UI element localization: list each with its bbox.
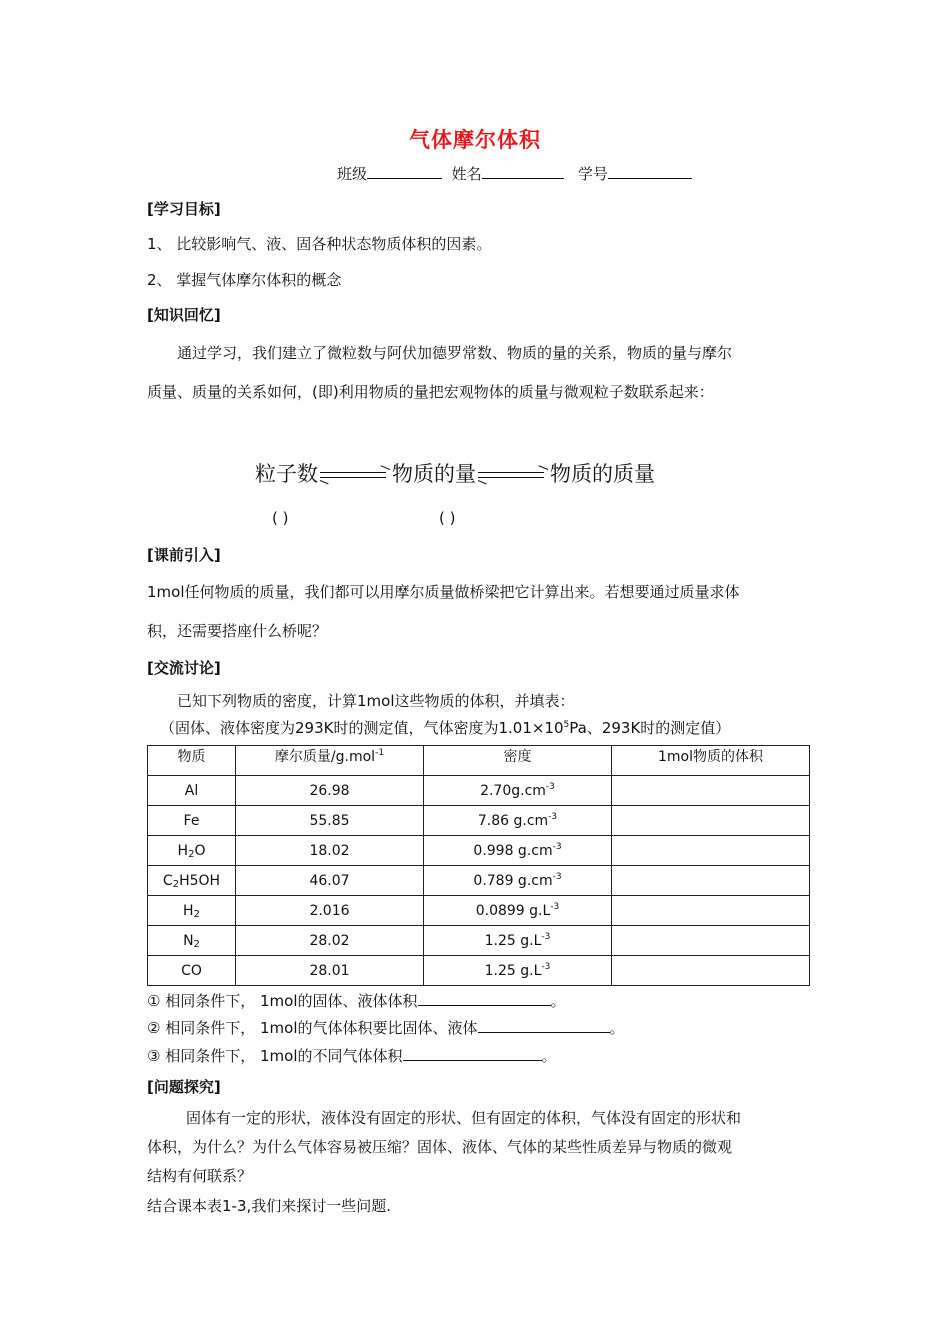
volume-answer-cell[interactable] (612, 836, 810, 866)
inquiry-line-1: 固体有一定的形状，液体没有固定的形状、但有固定的体积，气体没有固定的形状和 (186, 1109, 742, 1127)
molar-mass-cell: 46.07 (236, 866, 424, 896)
conclusion-1-blank[interactable] (418, 991, 551, 1006)
table-row (148, 956, 810, 986)
substance-cell: $N_2$ (148, 926, 236, 956)
substance-cell: CO (148, 956, 236, 986)
conclusion-3: ③ 相同条件下， 1mol的不同气体体积 。 (147, 1047, 557, 1065)
discussion-line-1: 已知下列物质的密度，计算1mol这些物质的体积，并填表： (177, 692, 575, 710)
molar-mass-cell: 28.02 (236, 926, 424, 956)
name-blank[interactable] (482, 164, 564, 179)
inquiry-line-2: 体积，为什么？为什么气体容易被压缩？固体、液体、气体的某些性质差异与物质的微观 (147, 1138, 733, 1156)
diagram-paren-1[interactable]: ( ) (272, 509, 289, 527)
conclusion-2-blank[interactable] (478, 1018, 610, 1033)
header-volume: 1mol物质的体积 (612, 746, 810, 776)
conversion-diagram (255, 458, 655, 488)
review-line-1: 通过学习，我们建立了微粒数与阿伏加德罗常数、物质的量的关系，物质的量与摩尔 (177, 344, 733, 362)
volume-answer-cell[interactable] (612, 806, 810, 836)
diagram-paren-2[interactable]: ( ) (439, 509, 456, 527)
node-particles: 粒子数 (255, 462, 318, 486)
goal-item-2: 2、 掌握气体摩尔体积的概念 (147, 271, 342, 289)
table-row (148, 776, 810, 806)
density-cell: 1.25 $g.L^{-3}$ (424, 956, 612, 986)
intro-line-1: 1mol任何物质的质量，我们都可以用摩尔质量做桥梁把它计算出来。若想要通过质量求体 (147, 583, 740, 601)
molar-mass-cell: 28.01 (236, 956, 424, 986)
conclusion-3-blank[interactable] (403, 1046, 542, 1061)
substance-cell: $C_2H5OH$ (148, 866, 236, 896)
review-heading: [知识回忆] (147, 306, 221, 324)
discussion-line-2: （固体、液体密度为293K时的测定值，气体密度为$1.01\times 10^5Pa$、293K时的测定值） (160, 719, 731, 737)
class-blank[interactable] (367, 164, 442, 179)
discussion-heading: [交流讨论] (147, 659, 221, 677)
class-label: 班级 (337, 165, 368, 183)
double-arrow-icon (320, 469, 390, 481)
conclusion-2: ② 相同条件下， 1mol的气体体积要比固体、液体 。 (147, 1019, 625, 1037)
header-density: 密度 (424, 746, 612, 776)
table-header-row (148, 746, 810, 776)
inquiry-heading: [问题探究] (147, 1078, 221, 1096)
substance-cell: Fe (148, 806, 236, 836)
volume-answer-cell[interactable] (612, 866, 810, 896)
intro-heading: [课前引入] (147, 546, 221, 564)
molar-mass-cell: 2.016 (236, 896, 424, 926)
volume-answer-cell[interactable] (612, 896, 810, 926)
molar-mass-cell: 55.85 (236, 806, 424, 836)
table-row (148, 836, 810, 866)
header-substance: 物质 (148, 746, 236, 776)
molar-mass-cell: 26.98 (236, 776, 424, 806)
molar-mass-cell: 18.02 (236, 836, 424, 866)
goals-heading: [学习目标] (147, 200, 221, 218)
table-row (148, 896, 810, 926)
student-fields (337, 163, 692, 184)
table-row (148, 806, 810, 836)
density-table (147, 745, 810, 986)
substance-cell: $H_2O$ (148, 836, 236, 866)
density-cell: 7.86 $g.cm^{-3}$ (424, 806, 612, 836)
number-label: 学号 (577, 165, 608, 183)
substance-cell: $H_2$ (148, 896, 236, 926)
goal-item-1: 1、 比较影响气、液、固各种状态物质体积的因素。 (147, 235, 492, 253)
node-amount: 物质的量 (392, 462, 476, 486)
intro-line-2: 积，还需要搭座什么桥呢？ (147, 622, 328, 640)
table-row (148, 926, 810, 956)
density-cell: $2.70g.cm^{-3}$ (424, 776, 612, 806)
node-mass: 物质的质量 (550, 462, 655, 486)
number-blank[interactable] (608, 164, 692, 179)
substance-cell: Al (148, 776, 236, 806)
volume-answer-cell[interactable] (612, 956, 810, 986)
density-cell: 0.998 $g.cm^{-3}$ (424, 836, 612, 866)
density-cell: 1.25 $g.L^{-3}$ (424, 926, 612, 956)
density-cell: 0.0899 $g.L^{-3}$ (424, 896, 612, 926)
review-line-2: 质量、质量的关系如何，(即)利用物质的量把宏观物体的质量与微观粒子数联系起来： (147, 383, 714, 401)
volume-answer-cell[interactable] (612, 776, 810, 806)
conclusion-1: ① 相同条件下， 1mol的固体、液体体积 。 (147, 992, 566, 1010)
table-row (148, 866, 810, 896)
name-label: 姓名 (451, 165, 482, 183)
double-arrow-icon (478, 469, 548, 481)
inquiry-line-4: 结合课本表1-3,我们来探讨一些问题. (147, 1197, 392, 1215)
header-molar-mass: 摩尔质量/g.mol$^{-1}$ (236, 746, 424, 776)
volume-answer-cell[interactable] (612, 926, 810, 956)
density-cell: 0.789 $g.cm^{-3}$ (424, 866, 612, 896)
page-title: 气体摩尔体积 (409, 128, 541, 152)
inquiry-line-3: 结构有何联系？ (147, 1167, 253, 1185)
